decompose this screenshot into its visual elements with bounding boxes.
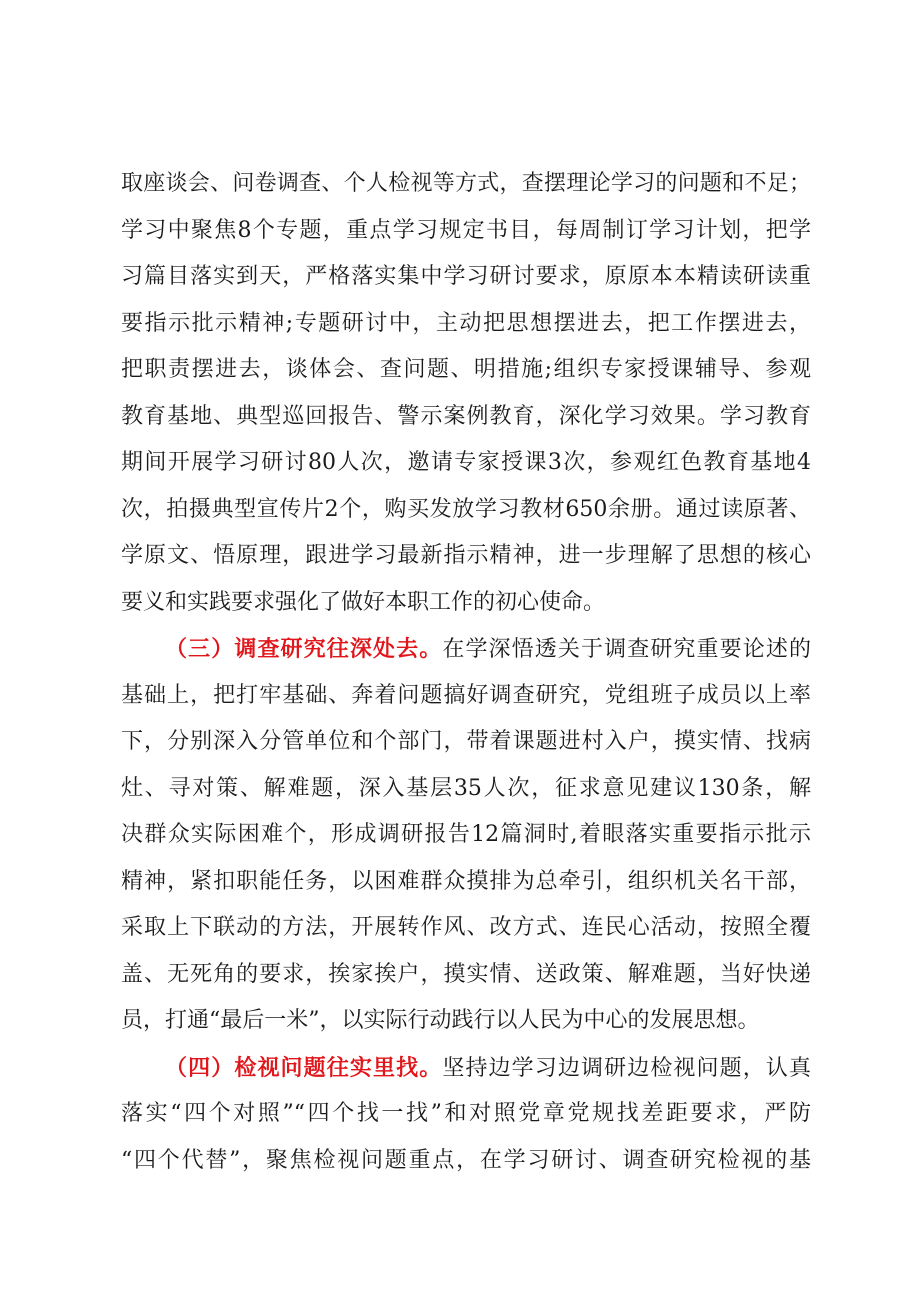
paragraph-line: 教育基地、典型巡回报告、警示案例教育，深化学习效果。学习教育	[121, 404, 811, 429]
paragraph-line: 灶、寻对策、解难题，深入基层35人次，征求意见建议130条，解	[121, 776, 811, 801]
paragraph-line: 要指示批示精神;专题研讨中，主动把思想摆进去，把工作摆进去，	[121, 311, 811, 336]
paragraph-line: 取座谈会、问卷调查、个人检视等方式，查摆理论学习的问题和不足；	[121, 171, 811, 196]
paragraph-line: 基础上，把打牢基础、奔着问题搞好调查研究，党组班子成员以上率	[121, 683, 811, 708]
paragraph-line: 决群众实际困难个，形成调研报告12篇洞时,着眼落实重要指示批示	[121, 822, 811, 847]
paragraph-line: 习篇目落实到天，严格落实集中学习研讨要求，原原本本精读研读重	[121, 264, 811, 289]
section-3-first-line	[165, 629, 811, 669]
paragraph-line: 精神，紧扣职能任务，以困难群众摸排为总牵引，组织机关名干部，	[121, 869, 811, 894]
section-4-heading: （四）检视问题往实里找。	[165, 1055, 443, 1081]
section-3-intro: 在学深悟透关于调查研究重要论述的	[442, 637, 811, 662]
section-4-first-line	[165, 1048, 811, 1088]
paragraph-line: 要义和实践要求强化了做好本职工作的初心使命。	[121, 590, 606, 615]
paragraph-line: 学原文、悟原理，跟进学习最新指示精神，进一步理解了思想的核心	[121, 543, 811, 568]
paragraph-line: “四个代替”，聚焦检视问题重点，在学习研讨、调查研究检视的基	[121, 1148, 811, 1173]
paragraph-line: 把职责摆进去，谈体会、查问题、明措施;组织专家授课辅导、参观	[121, 357, 811, 382]
paragraph-line: 员，打通“最后一米”，以实际行动践行以人民为中心的发展思想。	[121, 1008, 760, 1033]
paragraph-line: 期间开展学习研讨80人次，邀请专家授课3次，参观红色教育基地4	[121, 450, 811, 475]
paragraph-line: 下，分别深入分管单位和个部门，带着课题进村入户，摸实情、找病	[121, 729, 811, 754]
section-4-intro: 坚持边学习边调研边检视问题，认真	[442, 1056, 811, 1081]
section-3-heading: （三）调查研究往深处去。	[165, 636, 443, 662]
paragraph-line: 盖、无死角的要求，挨家挨户，摸实情、送政策、解难题，当好快递	[121, 962, 811, 987]
paragraph-line: 学习中聚焦8个专题，重点学习规定书目，每周制订学习计划，把学	[121, 218, 811, 243]
paragraph-line: 落实“四个对照”“四个找一找”和对照党章党规找差距要求，严防	[121, 1101, 811, 1126]
paragraph-line: 次，拍摄典型宣传片2个，购买发放学习教材650余册。通过读原著、	[121, 497, 811, 522]
paragraph-line: 采取上下联动的方法，开展转作风、改方式、连民心活动，按照全覆	[121, 915, 811, 940]
